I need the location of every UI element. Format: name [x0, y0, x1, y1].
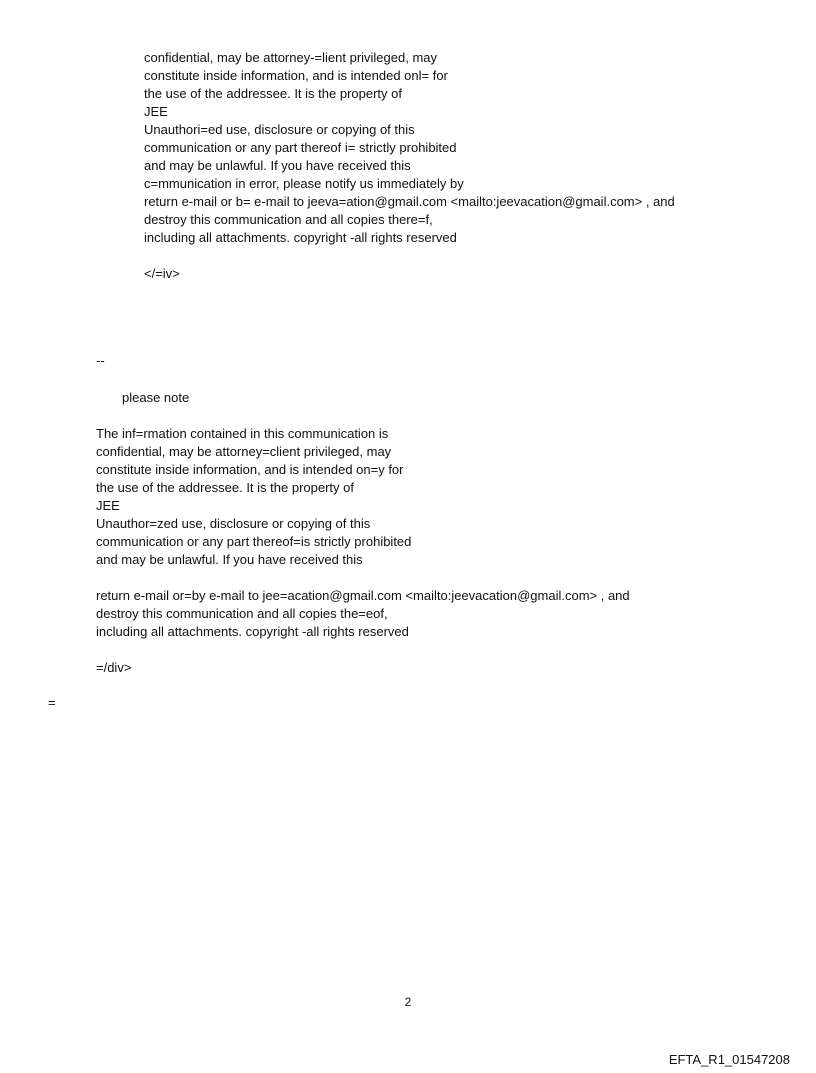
blank-line: [144, 247, 675, 265]
text-line: communication or any part thereof i= strictly prohibited: [144, 140, 457, 155]
text-line: confidential, may be attorney-=lient privileged, may: [144, 50, 438, 65]
text-line: communication or any part thereof=is strictly prohibited: [96, 534, 412, 549]
text-line: destroy this communication and all copies there=f,: [144, 212, 433, 227]
text-line: </=iv>: [144, 266, 180, 281]
text-line: including all attachments. copyright -all rights reserved: [96, 624, 409, 639]
signature-separator: --: [96, 353, 105, 368]
text-line: JEE: [96, 498, 120, 513]
text-line: return e-mail or b= e-mail to jeeva=ation@gmail.com <mailto:jeevacation@gmail.com> , and: [144, 194, 675, 209]
text-line: c=mmunication in error, please notify us immediately by: [144, 176, 464, 191]
text-line: The inf=rmation contained in this communication is: [96, 426, 389, 441]
text-line: confidential, may be attorney=client privileged, may: [96, 444, 392, 459]
blank-line: [96, 569, 630, 587]
text-line: constitute inside information, and is intended on=y for: [96, 462, 404, 477]
text-line: and may be unlawful. If you have received this: [96, 552, 363, 567]
text-line: the use of the addressee. It is the property of: [144, 86, 402, 101]
disclaimer-block-2: [96, 425, 630, 677]
text-line: and may be unlawful. If you have received this: [144, 158, 411, 173]
trailing-equals: =: [48, 695, 56, 710]
blank-line: [96, 641, 630, 659]
text-line: the use of the addressee. It is the property of: [96, 480, 354, 495]
text-line: =/div>: [96, 660, 132, 675]
disclaimer-block-1: [144, 49, 675, 283]
page-number: 2: [404, 995, 412, 1009]
document-id: EFTA_R1_01547208: [668, 1052, 790, 1067]
text-line: JEE: [144, 104, 168, 119]
text-line: constitute inside information, and is intended onl= for: [144, 68, 448, 83]
text-line: return e-mail or=by e-mail to jee=acation@gmail.com <mailto:jeevacation@gmail.com> , and: [96, 588, 630, 603]
please-note-label: please note: [122, 390, 190, 405]
text-line: Unauthori=ed use, disclosure or copying of this: [144, 122, 415, 137]
text-line: including all attachments. copyright -all rights reserved: [144, 230, 457, 245]
text-line: Unauthor=zed use, disclosure or copying of this: [96, 516, 371, 531]
text-line: destroy this communication and all copies the=eof,: [96, 606, 388, 621]
